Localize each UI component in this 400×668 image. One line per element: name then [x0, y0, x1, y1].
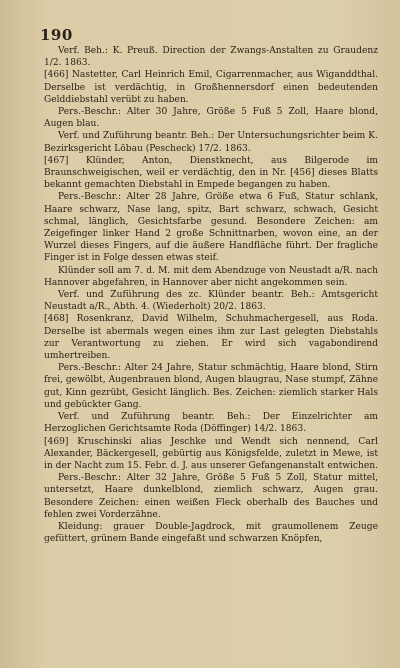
paragraph: Verf. Beh.: K. Preuß. Direction der Zwangs-Anstalten zu Graudenz 1/2. 1863.: [44, 46, 378, 69]
paragraph: Pers.-Beschr.: Alter 24 Jahre, Statur schmächtig, Haare blond, Stirn frei, gewölbt, Augenbrauen blond, Augen blaugrau, Nase stumpf, Zähne gut, Kinn gezrübt, Gesicht länglich. Bes. Zeichen: ziemlich starker Hals und gebückter Gang.: [44, 363, 378, 410]
paragraph: Verf. und Zuführung beantr. Beh.: Der Untersuchungsrichter beim K. Bezirksgericht Löbau (Pescheck) 17/2. 1863.: [44, 131, 378, 154]
paragraph: [468] Rosenkranz, David Wilhelm, Schuhmachergesell, aus Roda. Derselbe ist abermals wegen eines ihm zur Last gelegten Diebstahls zur Verantwortung zu ziehen. Er wird sich vagabondirend umhertreiben.: [44, 314, 378, 362]
paragraph: Pers.-Beschr.: Alter 32 Jahre, Größe 5 Fuß 5 Zoll, Statur mittel, untersetzt, Haare dunkelblond, ziemlich schwarz, Augen grau. Besondere Zeichen: einen weißen Fleck oberhalb des Bauches und fehlen zwei Vorderzähne.: [44, 473, 378, 520]
paragraph: [469] Kruschinski alias Jeschke und Wendt sich nennend, Carl Alexander, Bäckergesell, gebürtig aus Königsfelde, zuletzt in Mewe, ist in der Nacht zum 15. Febr. d. J. aus unserer Gefangenanstalt entwichen.: [44, 436, 379, 471]
paragraph: [466] Nastetter, Carl Heinrich Emil, Cigarrenmacher, aus Wiganddthal. Derselbe ist verdächtig, in Großhennersdorf einen bedeutenden Gelddiebstahl verübt zu haben.: [44, 70, 378, 105]
paragraph: Verf. und Zuführung des zc. Klünder beantr. Beh.: Amtsgericht Neustadt a/R., Abth. 4. (Wiederholt) 20/2. 1863.: [44, 290, 378, 313]
paragraph: Kleidung: grauer Double-Jagdrock, mit graumollenem Zeuge gefüttert, grünem Bande eingefaßt und schwarzen Knöpfen,: [44, 521, 378, 545]
paragraph: Klünder soll am 7. d. M. mit dem Abendzuge von Neustadt a/R. nach Hannover abgefahren, in Hannover aber nicht angekommen sein.: [44, 265, 378, 288]
paragraph: [467] Klünder, Anton, Dienstknecht, aus Bilgerode im Braunschweigischen, weil er verdächtig, den in Nr. [456] dieses Blatts bekannt gemachten Diebstahl in Empede begangen zu haben.: [44, 155, 378, 191]
paragraph: Verf. und Zuführung beantr. Beh.: Der Einzelrichter am Herzoglichen Gerichtsamte Roda (Döffinger) 14/2. 1863.: [44, 412, 378, 435]
page-number: 190: [40, 26, 73, 44]
document-body: [44, 45, 378, 545]
paragraph: Pers.-Beschr.: Alter 30 Jahre, Größe 5 Fuß 5 Zoll, Haare blond, Augen blau.: [44, 107, 378, 130]
paragraph: Pers.-Beschr.: Alter 28 Jahre, Größe etwa 6 Fuß, Statur schlank, Haare schwarz, Nase lang, spitz, Bart schwarz, schwach, Gesicht schmal, länglich, Gesichtsfarbe gesund. Besondere Zeichen: am Zeigefinger linker Hand 2 große Schnittnarben, wovon eine, an der Wurzel dieses Fingers, auf die äußere Handfläche führt. Der fragliche Finger ist in Folge dessen etwas steif.: [44, 192, 378, 264]
